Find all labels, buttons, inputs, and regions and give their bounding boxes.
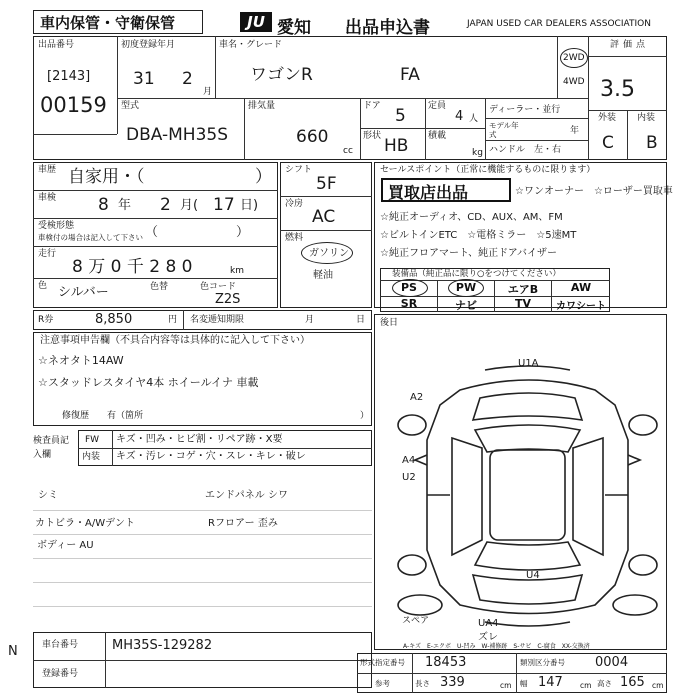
inspection-year-unit: 年	[118, 198, 132, 213]
notes-label: 注意事項申告欄（不具合内容等は具体的に記入して下さい）	[40, 335, 310, 346]
fuel-gasoline: ガソリン	[309, 248, 349, 259]
model-grade-label: 車名・グレード	[219, 40, 283, 50]
length-label: 長さ	[415, 679, 430, 688]
equip-aw: AW	[570, 281, 592, 294]
fuel-diesel: 軽油	[313, 270, 333, 281]
selling-point-line-3: ☆ビルトインETC ☆電格ミラー ☆5速MT	[380, 230, 577, 241]
equip-sr: SR	[400, 297, 418, 310]
ac-label: 冷房	[285, 199, 304, 209]
recycle-value: 8,850	[95, 312, 133, 327]
acceptance-value: （ ）	[145, 225, 250, 240]
chassis-value: MH35S-129282	[112, 638, 213, 653]
tax-label: 名変逓知期限	[190, 315, 245, 325]
history-value: 自家用・（	[68, 167, 145, 187]
load-unit: kg	[472, 148, 483, 158]
height-value: 165	[620, 675, 645, 690]
dealer-label: ディーラー・並行	[489, 105, 561, 115]
length-value: 339	[440, 675, 465, 690]
equip-airbag: エアB	[507, 283, 539, 296]
inspector-row2: キズ・汚レ・コゲ・穴・スレ・キレ・破レ	[116, 451, 306, 462]
exterior-grade: C	[602, 133, 614, 153]
diagram-legend: A-キズ E-エクボ U-凹み W-補修跡 S-サビ C-腐食 XX-交換済	[403, 643, 590, 650]
evaluation-label: 評価点	[610, 40, 650, 50]
inspection-day-unit: 日)	[240, 198, 259, 213]
after-label: 後日	[380, 318, 399, 328]
damage-mark-a2: A2	[410, 392, 424, 403]
car-diagram	[390, 360, 665, 635]
inspection-year: 8	[98, 195, 109, 215]
category-value: 0004	[595, 655, 629, 670]
inspection-label: 車検	[38, 193, 57, 203]
load-label: 積載	[428, 131, 447, 141]
color-change-label: 色替	[150, 282, 169, 292]
damage-mark-a4: A4	[402, 455, 416, 466]
association-name: JAPAN USED CAR DEALERS ASSOCIATION	[467, 19, 651, 29]
equip-ps: PS	[401, 281, 417, 294]
evaluation-score: 3.5	[600, 77, 635, 102]
mileage-label: 走行	[38, 249, 57, 259]
displacement-unit: cc	[343, 146, 353, 156]
length-unit: cm	[500, 681, 512, 690]
interior-grade: B	[646, 133, 658, 153]
notes-line-1: ☆ネオタト14AW	[38, 354, 124, 367]
acceptance-hint: 車検付の場合は記入して下さい	[38, 233, 143, 242]
margin-mark: N	[8, 644, 18, 659]
selling-point-line-4: ☆純正フロアマート、純正ドアバイザー	[380, 248, 557, 259]
inspection-month: 2	[160, 195, 171, 215]
shape-label: 形状	[363, 131, 382, 141]
color-code-value: Z2S	[215, 292, 241, 307]
notes-line-2: ☆スタッドレスタイヤ4本 ホイールイナ 車載	[38, 376, 259, 389]
doors-label: ドア	[363, 101, 381, 111]
designation-value: 18453	[425, 655, 467, 670]
inspector-row1-prefix: FW	[85, 435, 100, 445]
model-year-unit: 年	[570, 126, 580, 136]
color-code-label: 色コード	[200, 282, 237, 292]
damage-mark-top: U1A	[518, 358, 539, 369]
doc-title: 出品申込書	[345, 18, 430, 38]
damage-mark-u4: U4	[526, 570, 540, 581]
shift-label: シフト	[285, 165, 313, 175]
spare-label: スペア	[402, 616, 430, 626]
storage-label: 車内保管・守衛保管	[40, 14, 176, 32]
drive-4wd-option: 4WD	[563, 77, 585, 87]
inspector-note-1: シミ	[38, 490, 58, 501]
ac-value: AC	[312, 207, 336, 227]
inspection-month-unit: 月(	[180, 198, 199, 213]
equip-pw: PW	[455, 281, 477, 294]
lot-bracket-number: [2143]	[47, 69, 91, 84]
displacement-label: 排気量	[248, 101, 276, 111]
width-label: 幅	[520, 679, 528, 688]
inspector-note-3: カトビラ・A/Wデント	[35, 518, 135, 529]
inspector-note-5: ボディー AU	[37, 540, 94, 551]
damage-mark-shift: ズレ	[478, 632, 498, 643]
shift-value: 5F	[316, 174, 337, 194]
displacement-value: 660	[296, 127, 329, 147]
type-value: DBA-MH35S	[126, 125, 229, 145]
logo: JU	[240, 12, 272, 32]
height-label: 高さ	[597, 679, 612, 688]
drive-2wd-option: 2WD	[563, 53, 585, 63]
recycle-unit: 円	[168, 315, 178, 325]
history-close: ）	[255, 167, 272, 187]
inspector-note-2: エンドパネル シワ	[205, 490, 288, 501]
damage-mark-ua4: UA4	[478, 618, 499, 629]
handle-label: ハンドル 左・右	[489, 145, 562, 155]
first-registration-label: 初度登録年月	[121, 40, 176, 50]
fuel-label: 燃料	[285, 233, 304, 243]
type-label: 型式	[121, 101, 140, 111]
model-year-label: モデル年式	[489, 121, 519, 139]
selling-point-line-2: ☆純正オーディオ、CD、AUX、AM、FM	[380, 212, 563, 223]
inspector-row2-prefix: 内装	[82, 452, 101, 462]
damage-mark-u2: U2	[402, 472, 416, 483]
shape-value: HB	[384, 136, 409, 156]
width-value: 147	[538, 675, 563, 690]
model-name: ワゴンR	[250, 65, 313, 85]
recycle-label: R券	[38, 315, 54, 325]
selling-point-line-1: ☆ワンオーナー ☆ローザー買取車	[515, 186, 673, 197]
model-grade: FA	[400, 65, 420, 85]
doors-value: 5	[395, 106, 406, 126]
color-label: 色	[38, 281, 48, 291]
capacity-value: 4	[455, 109, 464, 124]
equip-seat: カワシート	[556, 301, 606, 312]
exterior-label: 外装	[598, 113, 617, 123]
buyer-shop-label: 買取店出品	[388, 183, 469, 202]
equip-navi: ナビ	[455, 299, 477, 312]
equip-tv: TV	[514, 297, 532, 310]
first-registration-month: 2	[182, 69, 193, 89]
tax-month-unit: 月	[305, 315, 315, 325]
history-label: 車歴	[38, 165, 57, 175]
repair-close: ）	[360, 411, 370, 421]
month-unit: 月	[203, 87, 213, 97]
inspector-label: 検査員記入欄	[33, 436, 70, 460]
inspector-row1: キズ・凹み・ヒビ割・リペア跡・X要	[116, 434, 283, 445]
repair-label: 修復歴 有（箇所	[62, 411, 144, 421]
capacity-label: 定員	[428, 101, 447, 111]
lot-label: 出品番号	[38, 40, 75, 50]
ref-label: 参考	[375, 679, 390, 688]
org-name: 愛知	[277, 18, 311, 38]
interior-label: 内装	[637, 113, 656, 123]
designation-label: 形式指定番号	[360, 658, 405, 667]
inspection-day: 17	[213, 195, 235, 215]
chassis-label: 車台番号	[42, 640, 79, 650]
tax-day-unit: 日	[356, 315, 366, 325]
registration-label: 登録番号	[42, 669, 79, 679]
first-registration-year: 31	[133, 69, 155, 89]
acceptance-label: 受検形態	[38, 221, 75, 231]
color-value: シルバー	[58, 285, 109, 300]
equipment-label: 装備品（純正品に限り○をつけてください）	[392, 269, 561, 279]
height-unit: cm	[652, 681, 664, 690]
mileage-value: 8 万 0 千 2 8 0	[72, 257, 193, 277]
lot-number: 00159	[40, 93, 107, 117]
inspector-note-4: Rフロアー 歪み	[208, 518, 278, 529]
width-unit: cm	[580, 681, 592, 690]
selling-points-label: セールスポイント（正常に機能するものに限ります）	[380, 165, 596, 175]
category-label: 類別区分番号	[520, 658, 565, 667]
mileage-unit: km	[230, 266, 244, 276]
capacity-unit: 人	[469, 114, 479, 124]
